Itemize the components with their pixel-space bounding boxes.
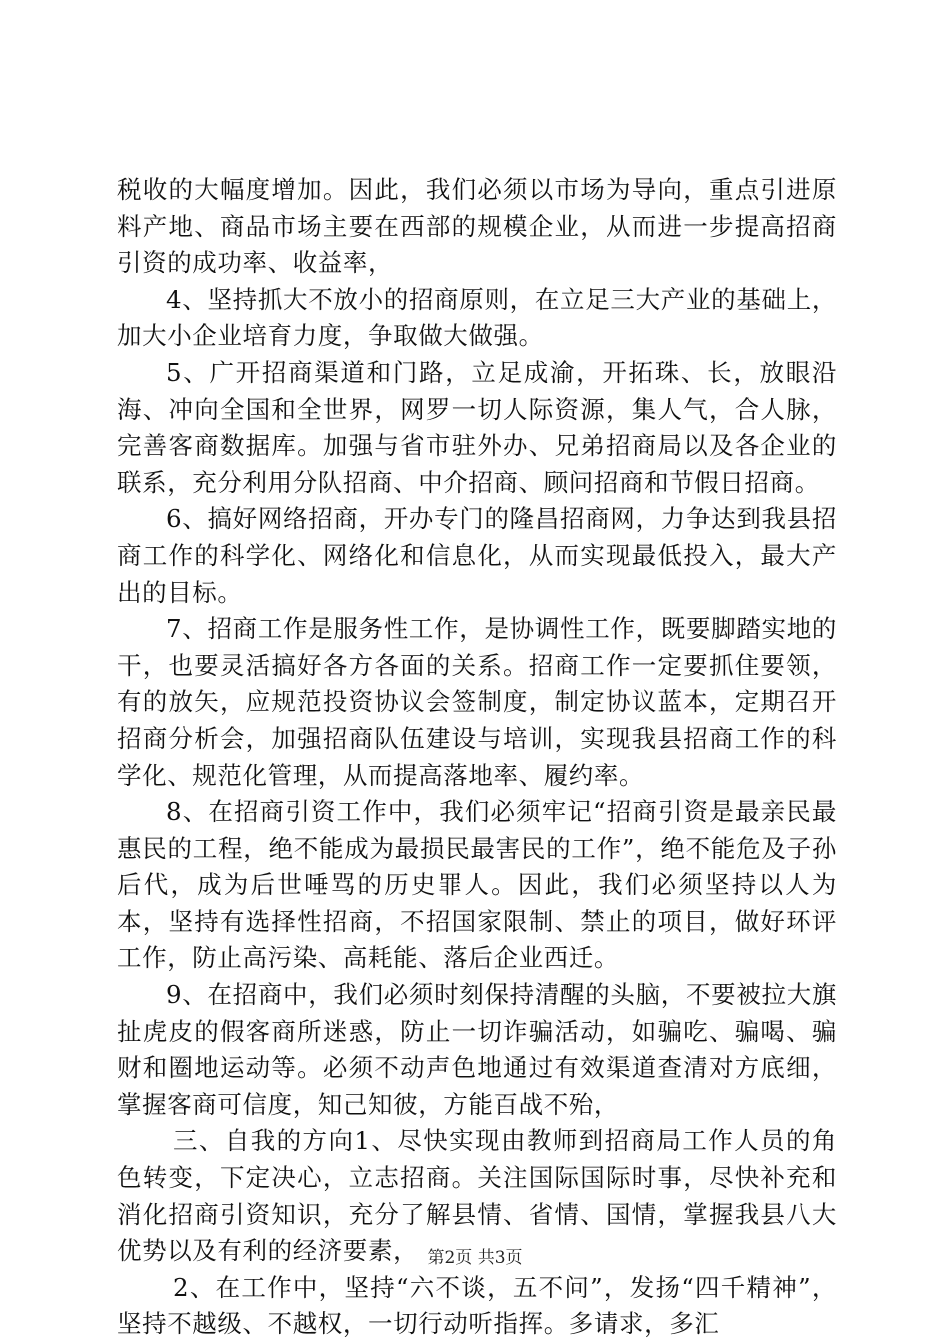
page-number-footer: 第2页 共3页 bbox=[427, 1248, 523, 1268]
paragraph-item-8: 8、在招商引资工作中，我们必须牢记“招商引资是最亲民最惠民的工程，绝不能成为最损民最害民的工作”，绝不能危及子孙后代，成为后世唾骂的历史罪人。因此，我们必须坚持以人为本，坚持有选择性招商，不招国家限制、禁止的项目，做好环评工作，防止高污染、高耗能、落后企业西迁。 bbox=[117, 797, 837, 973]
paragraph-item-5: 5、广开招商渠道和门路，立足成渝，开拓珠、长，放眼沿海、冲向全国和全世界，网罗一切人际资源，集人气，合人脉，完善客商数据库。加强与省市驻外办、兄弟招商局以及各企业的联系，充分利用分队招商、中介招商、顾问招商和节假日招商。 bbox=[117, 357, 837, 497]
paragraph-item-9: 9、在招商中，我们必须时刻保持清醒的头脑，不要被拉大旗扯虎皮的假客商所迷惑，防止一切诈骗活动，如骗吃、骗喝、骗财和圈地运动等。必须不动声色地通过有效渠道查清对方底细，掌握客商可信度，知己知彼，方能百战不殆， bbox=[117, 980, 837, 1119]
paragraph-item-7: 7、招商工作是服务性工作，是协调性工作，既要脚踏实地的干，也要灵活搞好各方各面的关系。招商工作一定要抓住要领，有的放矢，应规范投资协议会签制度，制定协议蓝本，定期召开招商分析会，加强招商队伍建设与培训，实现我县招商工作的科学化、规范化管理，从而提高落地率、履约率。 bbox=[117, 614, 837, 790]
paragraph-item-6: 6、搞好网络招商，开办专门的隆昌招商网，力争达到我县招商工作的科学化、网络化和信息化，从而实现最低投入，最大产出的目标。 bbox=[117, 504, 837, 607]
paragraph-section-3: 三、自我的方向1、尽快实现由教师到招商局工作人员的角色转变，下定决心，立志招商。关注国际国际时事，尽快补充和消化招商引资知识，充分了解县情、省情、国情，掌握我县八大优势以及有利的经济要素， bbox=[117, 1126, 837, 1266]
document-body bbox=[117, 172, 837, 1343]
paragraph-section-3-item-2: 2、在工作中，坚持“六不谈，五不问”，发扬“四千精神”，坚持不越级、不越权，一切行动听指挥。多请求，多汇 bbox=[117, 1272, 837, 1339]
paragraph-item-4: 4、坚持抓大不放小的招商原则，在立足三大产业的基础上，加大小企业培育力度，争取做大做强。 bbox=[117, 284, 837, 351]
paragraph-continuation: 税收的大幅度增加。因此，我们必须以市场为导向，重点引进原料产地、商品市场主要在西部的规模企业，从而进一步提高招商引资的成功率、收益率， bbox=[117, 175, 837, 278]
